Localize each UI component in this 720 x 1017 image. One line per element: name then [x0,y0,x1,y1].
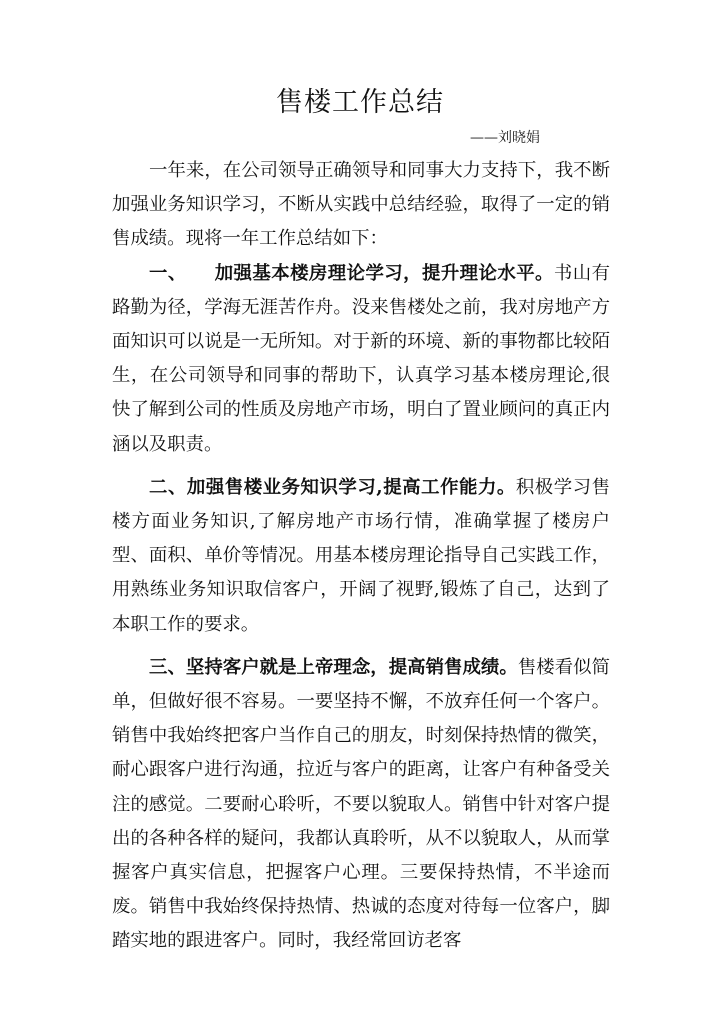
document-body [112,154,610,959]
section-1-paragraph [112,257,610,462]
section-1-number: 一、 [149,262,187,284]
section-2-number: 二、 [149,476,187,498]
section-3-heading: 坚持客户就是上帝理念，提高销售成绩。 [185,656,518,678]
section-3-paragraph [112,651,610,959]
document-title: 售楼工作总结 [276,87,444,118]
section-3-number: 三、 [149,656,186,678]
section-1-heading: 加强基本楼房理论学习，提升理论水平。 [214,262,554,284]
section-2-body: 积极学习售楼方面业务知识,了解房地产市场行情，准确掌握了楼房户型、面积、单价等情况。用基本楼房理论指导自己实践工作，用熟练业务知识取信客户，开阔了视野,锻炼了自己，达到了本职工作的要求。 [112,476,610,635]
section-2-paragraph [112,471,610,642]
section-3-body: 售楼看似简单，但做好很不容易。一要坚持不懈，不放弃任何一个客户。销售中我始终把客户当作自己的朋友，时刻保持热情的微笑，耐心跟客户进行沟通，拉近与客户的距离，让客户有种备受关注的感觉。二要耐心聆听，不要以貌取人。销售中针对客户提出的各种各样的疑问，我都认真聆听，从不以貌取人，从而掌握客户真实信息，把握客户心理。三要保持热情，不半途而废。销售中我始终保持热情、热诚的态度对待每一位客户，脚踏实地的跟进客户。同时，我经常回访老客 [112,656,610,952]
section-2-heading: 加强售楼业务知识学习,提高工作能力。 [186,476,516,498]
document-author: ——刘晓娟 [470,130,540,146]
section-1-body: 书山有路勤为径，学海无涯苦作舟。没来售楼处之前，我对房地产方面知识可以说是一无所知。对于新的环境、新的事物都比较陌生，在公司领导和同事的帮助下，认真学习基本楼房理论,很快了解到公司的性质及房地产市场，明白了置业顾问的真正内涵以及职责。 [112,262,610,455]
intro-paragraph: 一年来，在公司领导正确领导和同事大力支持下，我不断加强业务知识学习，不断从实践中总结经验，取得了一定的销售成绩。现将一年工作总结如下： [112,160,610,250]
